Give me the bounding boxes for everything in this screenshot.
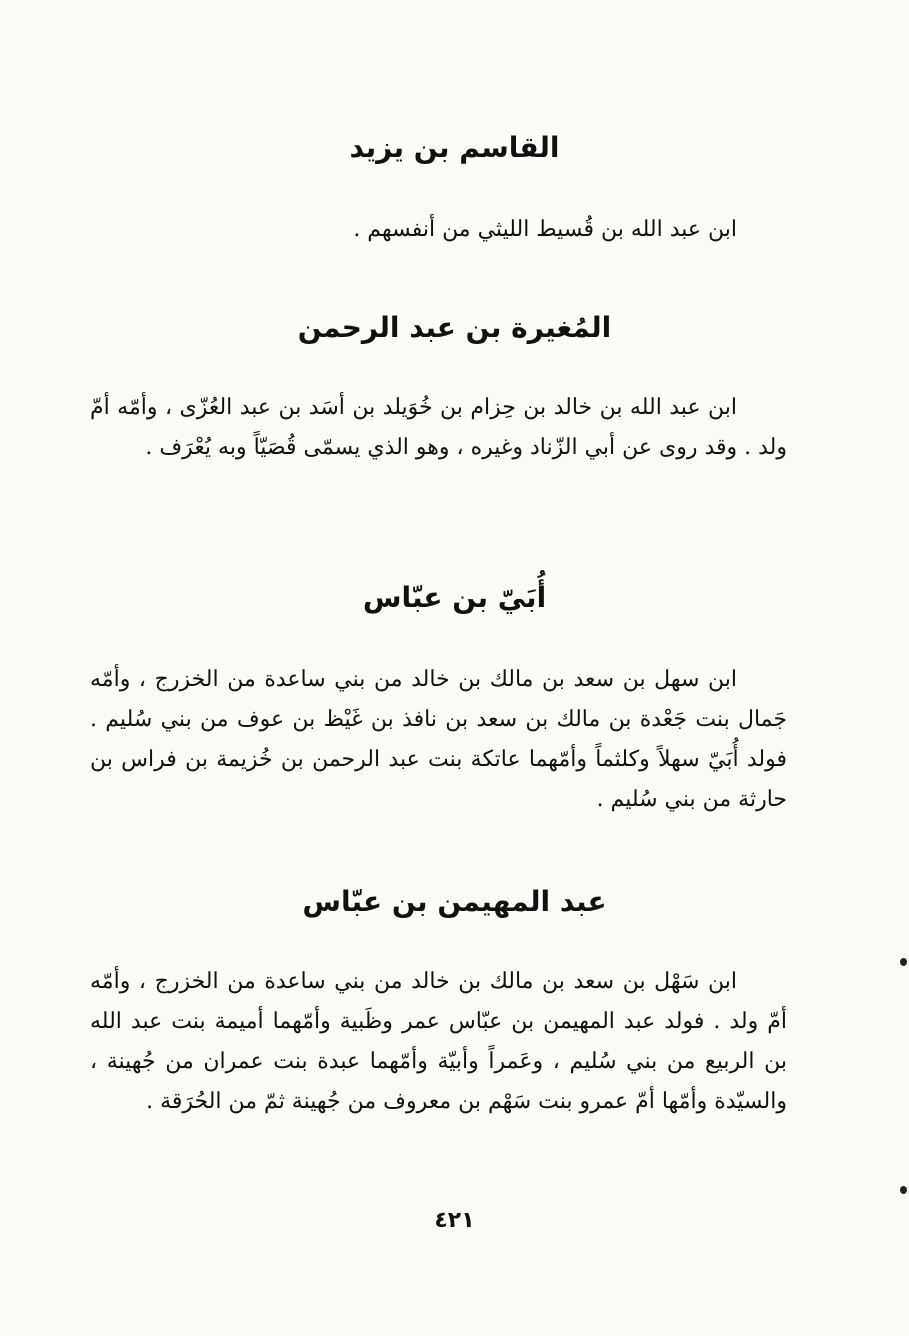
entry-body <box>90 660 787 820</box>
entry-title: أُبَيّ بن عبّاس <box>362 581 547 614</box>
entry-title: عبد المهيمن بن عبّاس <box>302 885 607 918</box>
entry-paragraph: ابن عبد الله بن خالد بن حِزام بن خُوَيلد بن أسَد بن عبد العُزّى ، وأمّه أمّ ولد . وقد روى عن أبي الزّناد وغيره ، وهو الذي يسمّى قُصَيّاً وبه يُعْرَف . <box>90 395 787 460</box>
entry-paragraph: ابن سهل بن سعد بن مالك بن خالد من بني ساعدة من الخزرج ، وأمّه جَمال بنت جَعْدة بن مالك بن سعد بن نافذ بن غَيْظ بن عوف من بني سُليم . فولد أُبَيّ سهلاً وكلثماً وأمّهما عاتكة بنت عبد الرحمن بن خُزيمة بن فراس بن حارثة من بني سُليم . <box>90 667 787 812</box>
entry-title: القاسم بن يزيد <box>349 131 560 164</box>
entry-body <box>90 210 787 250</box>
margin-speck <box>900 1186 907 1194</box>
entry-paragraph: ابن عبد الله بن قُسيط الليثي من أنفسهم . <box>353 217 737 242</box>
entry-body <box>90 962 787 1122</box>
margin-speck <box>900 958 907 966</box>
entry-body <box>90 388 787 468</box>
page-number: ٤٢١ <box>434 1208 475 1233</box>
entry-paragraph: ابن سَهْل بن سعد بن مالك بن خالد من بني ساعدة من الخزرج ، وأمّه أمّ ولد . فولد عبد المهيمن بن عبّاس عمر وظَبية وأمّهما أميمة بنت عبد الله بن الربيع من بني سُليم ، وعَمراً وأبيّة وأمّهما عبدة بنت عمران من جُهينة ، والسيّدة وأمّها أمّ عمرو بنت سَهْم بن معروف من جُهينة ثمّ من الحُرَقة . <box>90 969 787 1114</box>
entry-title: المُغيرة بن عبد الرحمن <box>297 311 612 344</box>
